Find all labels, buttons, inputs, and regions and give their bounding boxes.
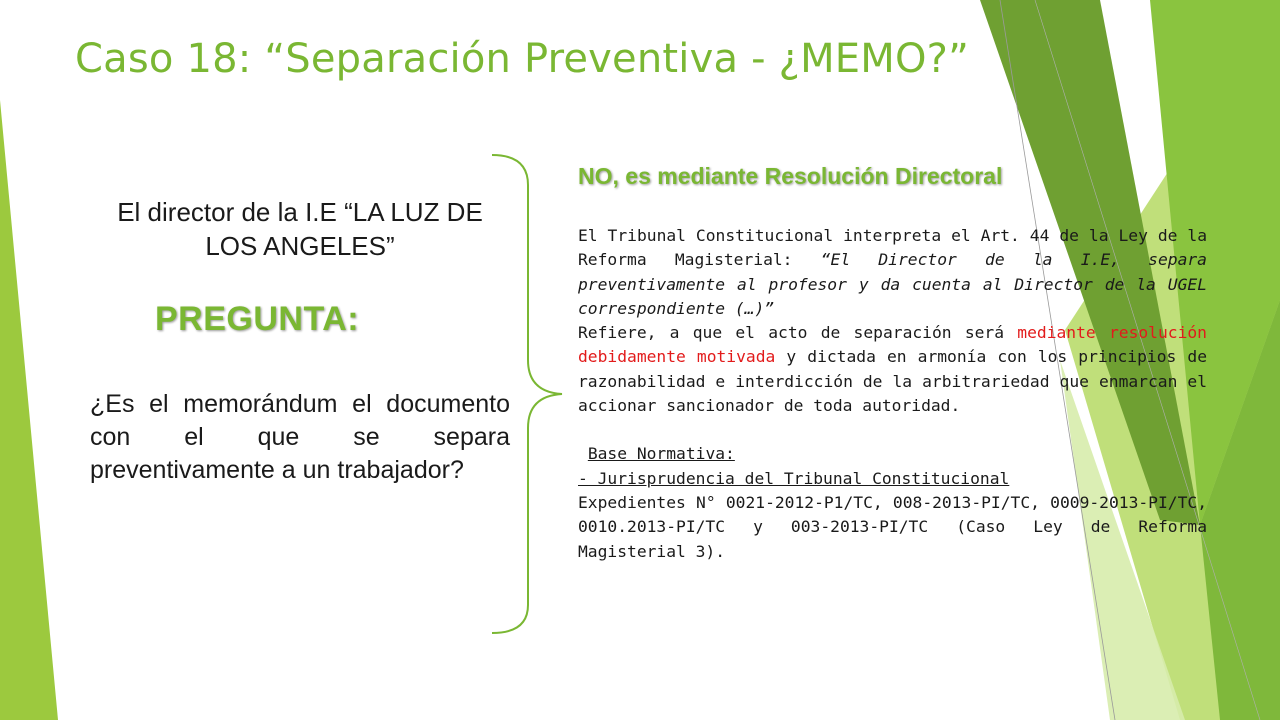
- answer-heading: NO, es mediante Resolución Directoral: [578, 163, 1003, 189]
- left-green-triangle: [0, 100, 58, 720]
- paragraph-refiere: [578, 321, 1207, 418]
- base-normativa-line: [578, 442, 1207, 466]
- paragraph-interpretation: [578, 224, 1207, 321]
- jurisprudencia-label: - Jurisprudencia del Tribunal Constitucional: [578, 468, 1010, 488]
- question-text: ¿Es el memorándum el documento con el que se separa preventivamente a un trabajador?: [90, 390, 510, 484]
- base-normativa-label: Base Normativa:: [587, 444, 735, 464]
- expedientes-text: Expedientes N° 0021-2012-P1/TC, 008-2013-PI/TC, 0009-2013-PI/TC, 0010.2013-PI/TC y 003-2013-PI/TC (Caso Ley de Reforma Magisterial 3).: [578, 492, 1207, 561]
- jurisprudencia-line: [578, 467, 1207, 491]
- highlighted-phrase: mediante resolución debidamente motivada: [578, 323, 1207, 367]
- interpretation-text: El Tribunal Constitucional interpreta el Art. 44 de la Ley de la Reforma Magisterial:: [578, 226, 1207, 270]
- slide-title: Caso 18: “Separación Preventiva - ¿MEMO?”: [75, 36, 970, 82]
- answer-body: [578, 224, 1207, 564]
- refiere-text-start: Refiere, a que el acto de separación será: [578, 323, 1018, 343]
- refiere-text-end: y dictada en armonía con los principios de razonabilidad e interdicción de la arbitrariedad que enmarcan el accionar sancionador de toda autoridad.: [578, 347, 1208, 416]
- pregunta-heading: PREGUNTA:: [155, 300, 360, 338]
- director-text: El director de la I.E “LA LUZ DE LOS ANGELES”: [117, 197, 483, 261]
- article-quote: “El Director de la I.E, separa preventivamente al profesor y da cuenta al Director de la UGEL correspondiente (…)”: [578, 250, 1207, 318]
